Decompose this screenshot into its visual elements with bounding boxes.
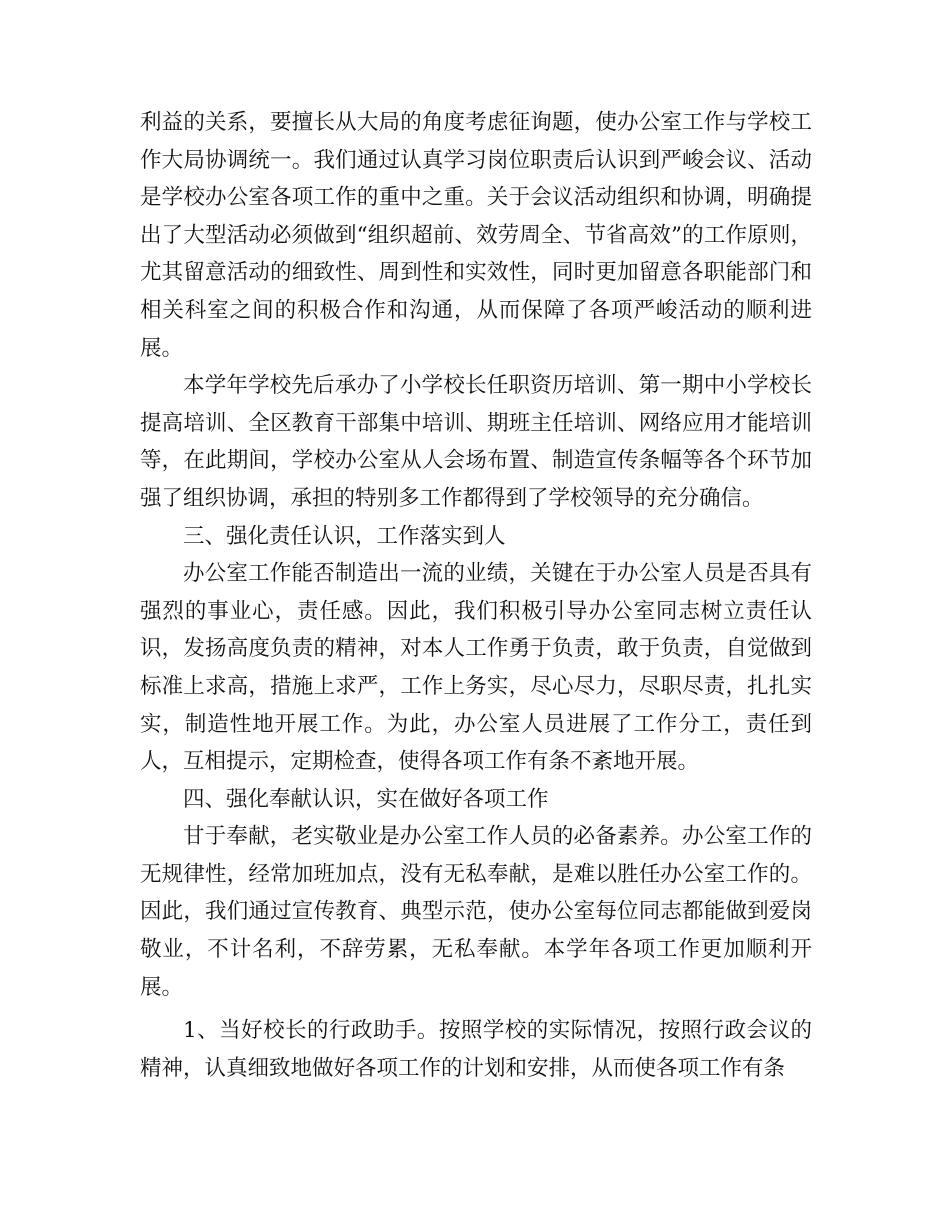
section-heading: 四、强化奉献认识，实在做好各项工作 (183, 786, 549, 812)
section-heading: 三、强化责任认识，工作落实到人 (183, 523, 506, 549)
paragraph-continued: 利益的关系，要擅长从大局的角度考虑征询题，使办公室工作与学校工作大局协调统一。我们通过认真学习岗位职责后认识到严峻会议、活动是学校办公室各项工作的重中之重。关于会议活动组织和协调，明确提出了大型活动必须做到“组织超前、效劳周全、节省高效”的工作原则，尤其留意活动的细致性、周到性和实效性，同时更加留意各职能部门和相关科室之间的积极合作和沟通，从而保障了各项严峻活动的顺利进展。 (140, 110, 812, 361)
paragraph: 办公室工作能否制造出一流的业绩，关键在于办公室人员是否具有强烈的事业心，责任感。因此，我们积极引导办公室同志树立责任认识，发扬高度负责的精神，对本人工作勇于负责，敢于负责，自觉做到标准上求高，措施上求严，工作上务实，尽心尽力，尽职尽责，扎扎实实，制造性地开展工作。为此，办公室人员进展了工作分工，责任到人，互相提示，定期检查，使得各项工作有条不紊地开展。 (140, 561, 812, 775)
document-body (140, 104, 812, 1087)
paragraph: 1、当好校长的行政助手。按照学校的实际情况，按照行政会议的精神，认真细致地做好各项工作的计划和安排，从而使各项工作有条 (140, 1018, 812, 1081)
paragraph: 本学年学校先后承办了小学校长任职资历培训、第一期中小学校长提高培训、全区教育干部集中培训、期班主任培训、网络应用才能培训等，在此期间，学校办公室从人会场布置、制造宣传条幅等各个环节加强了组织协调，承担的特别多工作都得到了学校领导的充分确信。 (140, 373, 812, 511)
paragraph: 甘于奉献，老实敬业是办公室工作人员的必备素养。办公室工作的无规律性，经常加班加点，没有无私奉献，是难以胜任办公室工作的。因此，我们通过宣传教育、典型示范，使办公室每位同志都能做到爱岗敬业，不计名利，不辞劳累，无私奉献。本学年各项工作更加顺利开展。 (140, 824, 812, 1000)
